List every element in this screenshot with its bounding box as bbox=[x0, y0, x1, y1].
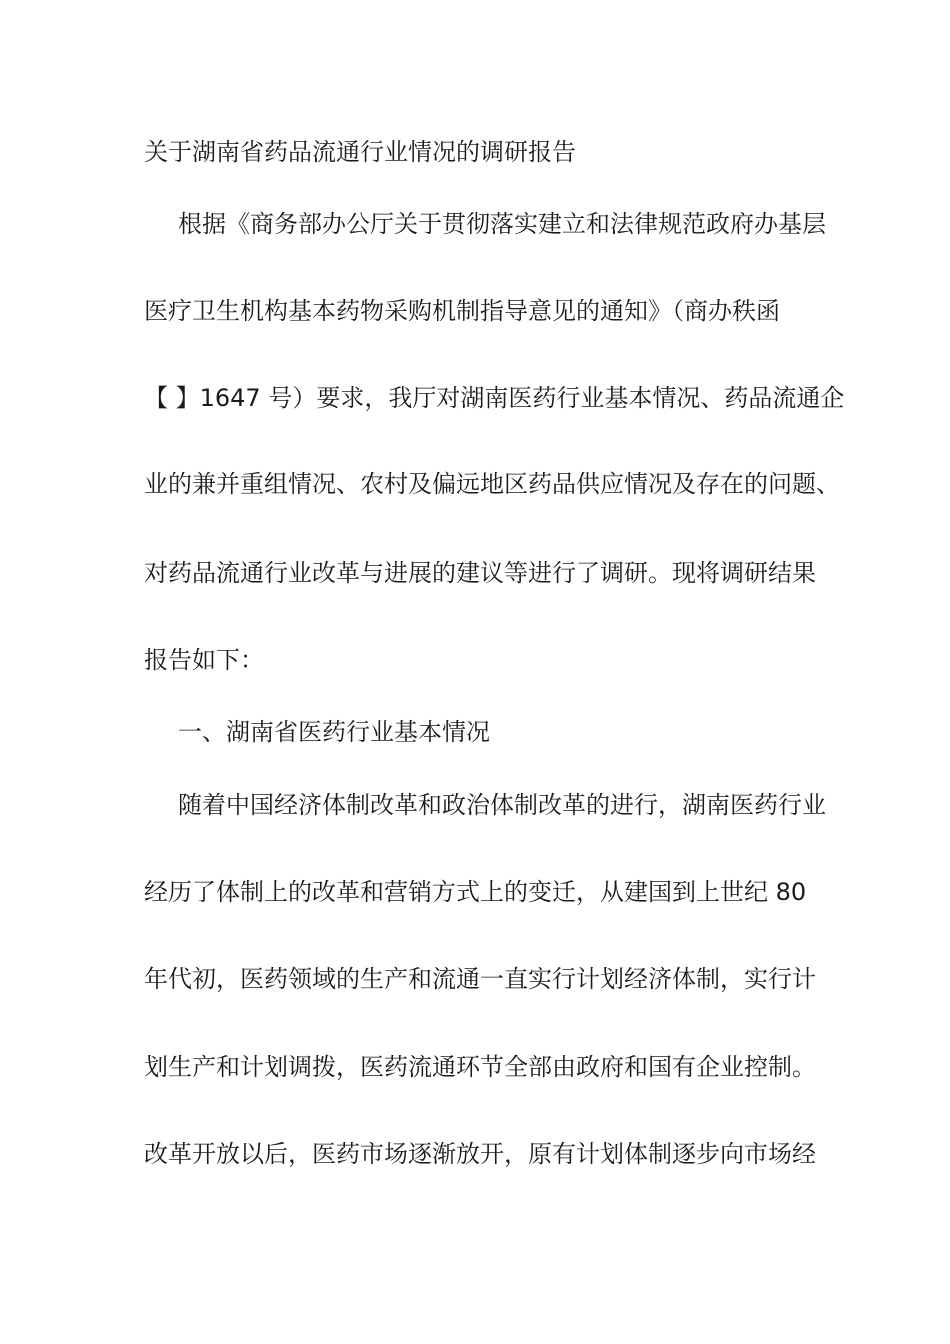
paragraph-2-line-4: 划生产和计划调拨，医药流通环节全部由政府和国有企业控制。 bbox=[144, 1053, 816, 1081]
paragraph-2-line-3: 年代初，医药领域的生产和流通一直实行计划经济体制，实行计 bbox=[144, 965, 816, 993]
paragraph-1-line-6: 报告如下： bbox=[144, 646, 264, 674]
section-1-heading: 一、湖南省医药行业基本情况 bbox=[178, 718, 490, 746]
document-title: 关于湖南省药品流通行业情况的调研报告 bbox=[144, 138, 576, 166]
paragraph-1-line-2: 医疗卫生机构基本药物采购机制指导意见的通知》（商办秩函 bbox=[144, 297, 780, 325]
paragraph-1-line-4: 业的兼并重组情况、农村及偏远地区药品供应情况及存在的问题、 bbox=[144, 470, 840, 498]
paragraph-1-line-3: 【 】1647 号）要求，我厅对湖南医药行业基本情况、药品流通企 bbox=[144, 384, 845, 412]
paragraph-1-line-1: 根据《商务部办公厅关于贯彻落实建立和法律规范政府办基层 bbox=[178, 210, 826, 238]
paragraph-2-line-1: 随着中国经济体制改革和政治体制改革的进行，湖南医药行业 bbox=[178, 791, 826, 819]
paragraph-2-line-5: 改革开放以后，医药市场逐渐放开，原有计划体制逐步向市场经 bbox=[144, 1140, 816, 1168]
paragraph-2-line-2: 经历了体制上的改革和营销方式上的变迁，从建国到上世纪 80 bbox=[144, 878, 807, 906]
paragraph-1-line-5: 对药品流通行业改革与进展的建议等进行了调研。现将调研结果 bbox=[144, 559, 816, 587]
